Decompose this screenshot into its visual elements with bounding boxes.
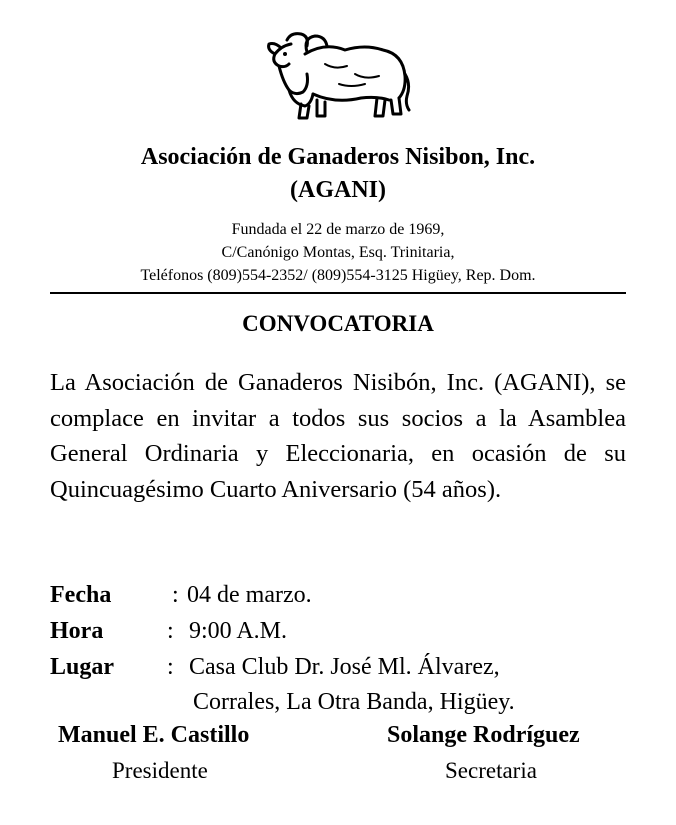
founding-line: Fundada el 22 de marzo de 1969, bbox=[231, 221, 445, 238]
secretary-name: Solange Rodríguez bbox=[387, 722, 580, 748]
divider bbox=[50, 292, 626, 294]
president-title: Presidente bbox=[112, 758, 208, 783]
phone-line: Teléfonos (809)554-2352/ (809)554-3125 Higüey, Rep. Dom. bbox=[140, 267, 536, 284]
hora-value: 9:00 A.M. bbox=[189, 618, 288, 644]
bull-icon bbox=[265, 24, 411, 124]
lugar-label: Lugar bbox=[50, 654, 115, 680]
org-abbreviation: (AGANI) bbox=[290, 177, 386, 203]
invitation-text: La Asociación de Ganaderos Nisibón, Inc. (AGANI), se complace en invitar a todos sus socios a la Asamblea General Ordinaria y Eleccionaria, en ocasión de su Quincuagésimo Cuarto Aniversario (54 años). bbox=[50, 369, 626, 503]
fecha-value: 04 de marzo. bbox=[187, 582, 312, 608]
hora-colon: : bbox=[167, 618, 174, 644]
lugar-colon: : bbox=[167, 654, 174, 680]
fecha-colon: : bbox=[172, 582, 179, 608]
org-name: Asociación de Ganaderos Nisibon, Inc. bbox=[140, 144, 536, 170]
president-name: Manuel E. Castillo bbox=[58, 722, 250, 748]
secretary-title: Secretaria bbox=[445, 758, 537, 783]
lugar-value-line2: Corrales, La Otra Banda, Higüey. bbox=[193, 689, 515, 715]
fecha-label: Fecha bbox=[50, 582, 112, 608]
address-line: C/Canónigo Montas, Esq. Trinitaria, bbox=[221, 244, 455, 261]
document-title: CONVOCATORIA bbox=[242, 311, 434, 336]
lugar-value-line1: Casa Club Dr. José Ml. Álvarez, bbox=[189, 654, 500, 680]
hora-label: Hora bbox=[50, 618, 104, 644]
